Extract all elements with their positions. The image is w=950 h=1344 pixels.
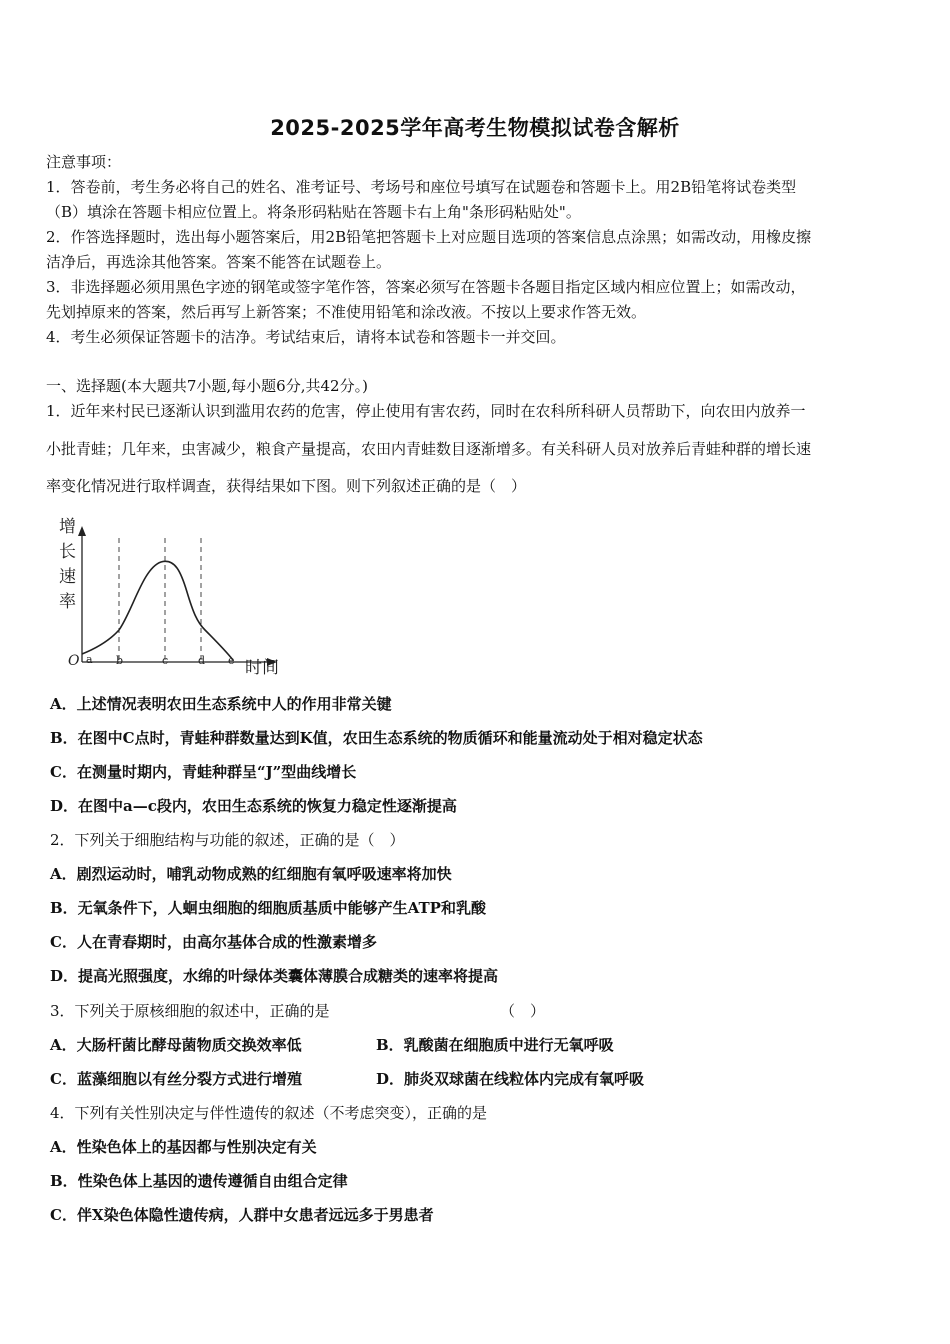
q4-option-b: B．性染色体上基因的遗传遵循自由组合定律: [50, 1172, 348, 1190]
y-label-char: 速: [59, 567, 76, 587]
q2-option-d: D．提高光照强度，水绵的叶绿体类囊体薄膜合成糖类的速率将提高: [50, 967, 499, 985]
page-title: 2025-2025学年高考生物模拟试卷含解析: [270, 116, 680, 140]
notice-heading: 注意事项：: [46, 153, 122, 171]
tick-label-a: a: [86, 653, 93, 666]
section-heading: 一、选择题(本大题共7小题,每小题6分,共42分。): [46, 377, 368, 395]
q1-stem-line: 小批青蛙；几年来，虫害减少，粮食产量提高，农田内青蛙数目逐渐增多。有关科研人员对放养后青蛙种群的增长速: [46, 440, 812, 458]
q1-stem-line: 1．近年来村民已逐渐认识到滥用农药的危害，停止使用有害农药，同时在农科所科研人员帮助下，向农田内放养一: [46, 402, 806, 420]
q4-stem: 4．下列有关性别决定与伴性遗传的叙述（不考虑突变），正确的是: [50, 1104, 488, 1122]
q3-option-a: A．大肠杆菌比酵母菌物质交换效率低: [50, 1036, 302, 1054]
growth-rate-graph: [55, 510, 290, 680]
notice-line: 先划掉原来的答案，然后再写上新答案；不准使用铅笔和涂改液。不按以上要求作答无效。: [46, 303, 647, 321]
y-label-char: 增: [59, 517, 76, 537]
q1-stem-line: 率变化情况进行取样调查，获得结果如下图。则下列叙述正确的是（ ）: [46, 477, 527, 495]
tick-label-e: e: [228, 654, 235, 667]
q1-option-a: A．上述情况表明农田生态系统中人的作用非常关键: [50, 695, 392, 713]
y-axis-arrow: [78, 526, 86, 536]
q2-option-c: C．人在青春期时，由高尔基体合成的性激素增多: [50, 933, 377, 951]
q1-option-d: D．在图中a—c段内，农田生态系统的恢复力稳定性逐渐提高: [50, 797, 457, 815]
q2-stem: 2．下列关于细胞结构与功能的叙述，正确的是（ ）: [50, 831, 405, 849]
y-label-char: 长: [59, 542, 76, 562]
notice-line: （B）填涂在答题卡相应位置上。将条形码粘贴在答题卡右上角"条形码粘贴处"。: [46, 203, 581, 221]
tick-label-d: d: [198, 654, 206, 667]
growth-curve: [82, 561, 233, 660]
notice-line: 1．答卷前，考生务必将自己的姓名、准考证号、考场号和座位号填写在试题卷和答题卡上。用2B铅笔将试卷类型: [46, 178, 797, 196]
notice-line: 洁净后，再选涂其他答案。答案不能答在试题卷上。: [46, 253, 392, 271]
q1-option-b: B．在图中C点时，青蛙种群数量达到K值，农田生态系统的物质循环和能量流动处于相对稳定状态: [50, 729, 703, 747]
q4-option-a: A．性染色体上的基因都与性别决定有关: [50, 1138, 317, 1156]
origin-label: O: [68, 653, 80, 669]
tick-label-c: c: [162, 654, 169, 667]
tick-label-b: b: [116, 654, 124, 667]
y-label-char: 率: [59, 592, 76, 612]
q3-stem: 3．下列关于原核细胞的叙述中，正确的是: [50, 1002, 330, 1020]
notice-line: 2．作答选择题时，选出每小题答案后，用2B铅笔把答题卡上对应题目选项的答案信息点涂黑；如需改动，用橡皮擦: [46, 228, 812, 246]
notice-line: 4．考生必须保证答题卡的洁净。考试结束后，请将本试卷和答题卡一并交回。: [46, 328, 566, 346]
q3-answer-paren: （ ）: [500, 1002, 546, 1020]
q2-option-b: B．无氧条件下，人蛔虫细胞的细胞质基质中能够产生ATP和乳酸: [50, 899, 486, 917]
q3-option-c: C．蓝藻细胞以有丝分裂方式进行增殖: [50, 1070, 302, 1088]
q2-option-a: A．剧烈运动时，哺乳动物成熟的红细胞有氧呼吸速率将加快: [50, 865, 452, 883]
q1-option-c: C．在测量时期内，青蛙种群呈“J”型曲线增长: [50, 763, 357, 781]
q3-option-d: D．肺炎双球菌在线粒体内完成有氧呼吸: [376, 1070, 645, 1088]
x-label: 时间: [245, 658, 279, 678]
q3-option-b: B．乳酸菌在细胞质中进行无氧呼吸: [376, 1036, 614, 1054]
q4-option-c: C．伴X染色体隐性遗传病，人群中女患者远远多于男患者: [50, 1206, 434, 1224]
notice-line: 3．非选择题必须用黑色字迹的钢笔或签字笔作答，答案必须写在答题卡各题目指定区域内相应位置上；如需改动，: [46, 278, 806, 296]
